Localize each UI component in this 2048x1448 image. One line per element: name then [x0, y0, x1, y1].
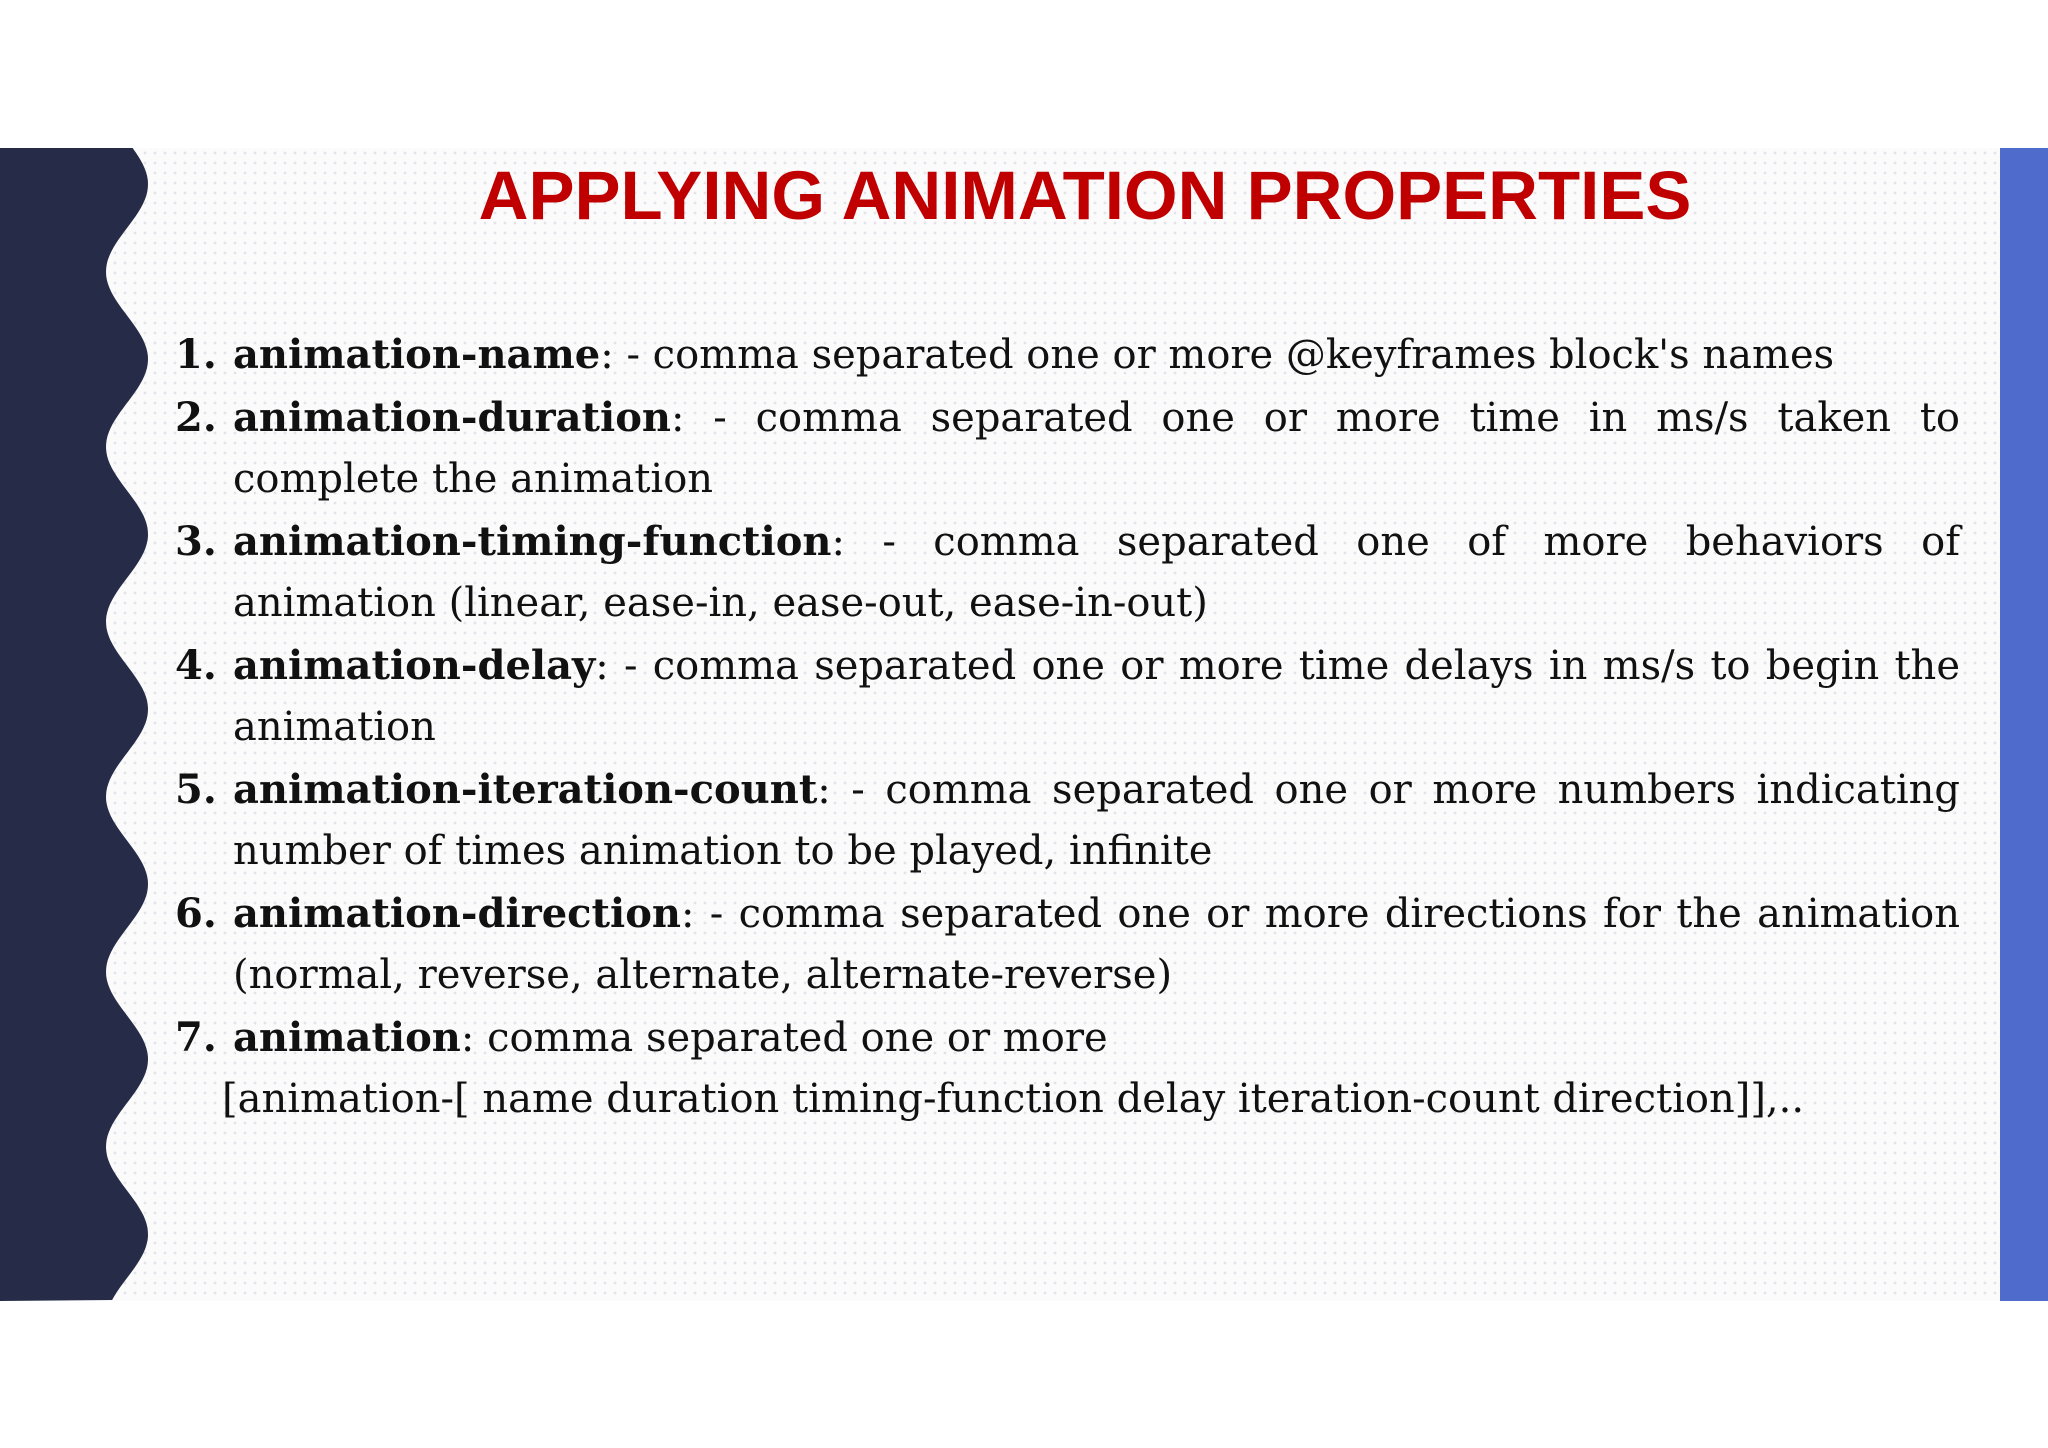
- list-item-animation-timing-function: [175, 511, 1960, 635]
- item-content: [233, 635, 1960, 759]
- wavy-left-band: [0, 148, 150, 1301]
- item-content: [233, 1007, 1960, 1070]
- item-number: 2.: [175, 393, 217, 441]
- list-item-animation-iteration-count: [175, 759, 1960, 883]
- list-item-animation-delay: [175, 635, 1960, 759]
- property-name: animation: [233, 1013, 461, 1061]
- item-number: 6.: [175, 889, 217, 937]
- property-name: animation-duration: [233, 393, 671, 441]
- item-content: [233, 883, 1960, 1007]
- animation-shorthand-syntax: [animation-[ name duration timing-function delay iteration-count direction]],..: [222, 1076, 1805, 1122]
- list-item-animation: [175, 1007, 1960, 1070]
- property-name: animation-delay: [233, 641, 596, 689]
- item-number: 4.: [175, 641, 217, 689]
- property-name: animation-timing-function: [233, 517, 832, 565]
- property-name: animation-direction: [233, 889, 681, 937]
- list-item-animation-duration: [175, 387, 1960, 511]
- property-description: : - comma separated one or more time in ms/s taken to complete the animation: [233, 394, 1960, 502]
- slide: [0, 148, 2048, 1301]
- property-description: : comma separated one or more: [460, 1014, 1108, 1061]
- item-content: [233, 759, 1960, 883]
- property-name: animation-iteration-count: [233, 765, 818, 813]
- item-content: [233, 511, 1960, 635]
- slide-title: APPLYING ANIMATION PROPERTIES: [478, 157, 1692, 234]
- right-accent-band: [2000, 148, 2048, 1301]
- item-number: 7.: [175, 1013, 217, 1061]
- item-number: 5.: [175, 765, 217, 813]
- item-number: 1.: [175, 331, 217, 378]
- property-description: : - comma separated one or more directions for the animation (normal, reverse, alternate, alternate-reverse): [233, 890, 1960, 998]
- property-description: : - comma separated one or more numbers indicating number of times animation to be played, infinite: [233, 766, 1960, 874]
- item-content: [233, 324, 1960, 387]
- list-item-animation-direction: [175, 883, 1960, 1007]
- item-number: 3.: [175, 517, 217, 565]
- item-content: [233, 387, 1960, 511]
- property-description: : - comma separated one or more time delays in ms/s to begin the animation: [233, 642, 1960, 750]
- property-description: : - comma separated one or more @keyframes block's names: [600, 332, 1835, 378]
- property-list: [175, 324, 1960, 1131]
- property-name: animation-name: [233, 331, 601, 378]
- property-description: : - comma separated one of more behaviors of animation (linear, ease-in, ease-out, ease-in-out): [233, 518, 1960, 626]
- list-item-animation-name: [175, 324, 1960, 387]
